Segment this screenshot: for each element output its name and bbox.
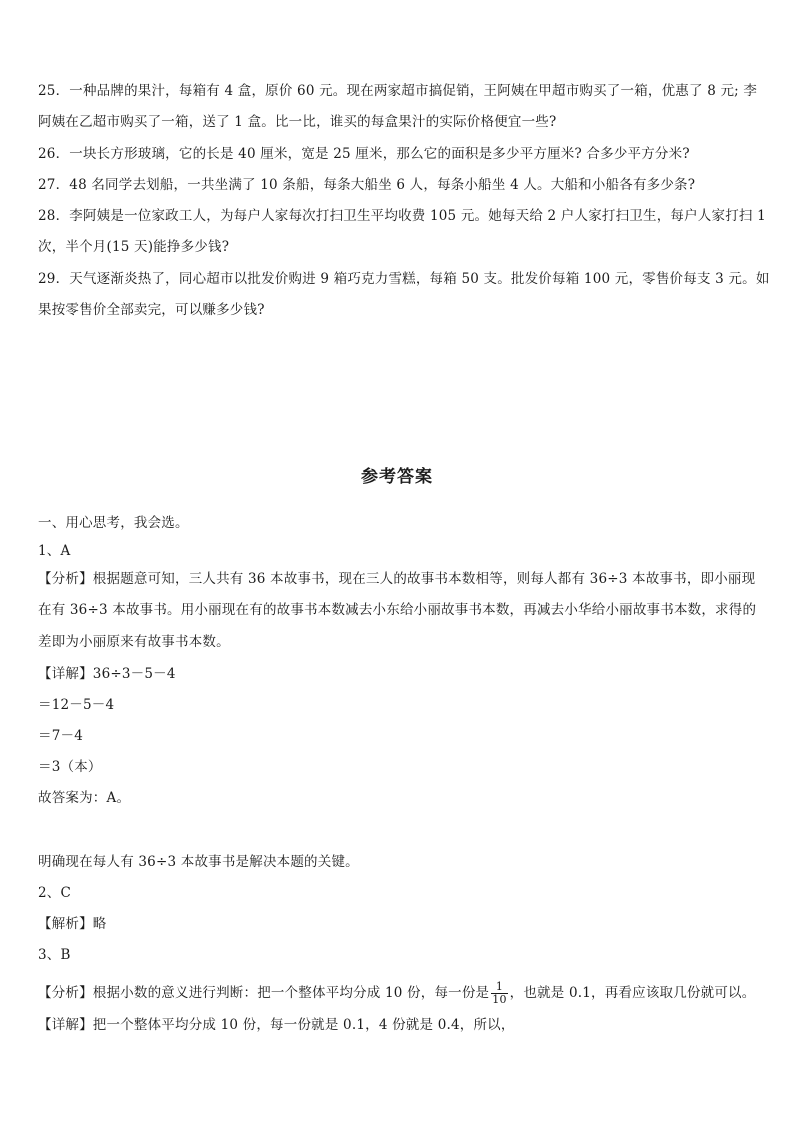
question-25-line-2: 阿姨在乙超市购买了一箱，送了 1 盒。比一比，谁买的每盒果汁的实际价格便宜一些? xyxy=(38,114,557,130)
answer-2-analysis: 【解析】略 xyxy=(38,916,107,932)
fraction-one-tenth xyxy=(491,981,507,1006)
question-26: 26．一块长方形玻璃，它的长是 40 厘米，宽是 25 厘米，那么它的面积是多少平方厘米? 合多少平方分米? xyxy=(38,146,690,162)
answer-3-analysis xyxy=(38,981,758,1006)
answer-1-detail-step-3: ＝7－4 xyxy=(38,728,83,744)
answer-3-label: 3、B xyxy=(38,947,71,963)
section-heading: 一、用心思考，我会选。 xyxy=(38,515,189,531)
answer-3-detail: 【详解】把一个整体平均分成 10 份，每一份就是 0.1，4 份就是 0.4，所以， xyxy=(38,1017,515,1033)
question-28-line-1: 28．李阿姨是一位家政工人，为每户人家每次打扫卫生平均收费 105 元。她每天给 2 户人家打扫卫生，每户人家打扫 1 xyxy=(38,208,766,224)
answer-1-label: 1、A xyxy=(38,543,71,559)
answer-1-analysis-line-2: 在有 36÷3 本故事书。用小丽现在有的故事书本数减去小东给小丽故事书本数，再减去小华给小丽故事书本数，求得的 xyxy=(38,602,757,618)
fraction-denominator: 10 xyxy=(492,993,507,1006)
question-29-line-1: 29．天气逐渐炎热了，同心超市以批发价购进 9 箱巧克力雪糕，每箱 50 支。批发价每箱 100 元，零售价每支 3 元。如 xyxy=(38,271,770,287)
answer-1-conclusion: 故答案为：A。 xyxy=(38,790,131,806)
question-25-line-1: 25．一种品牌的果汁，每箱有 4 盒，原价 60 元。现在两家超市搞促销，王阿姨在甲超市购买了一箱，优惠了 8 元; 李 xyxy=(38,83,758,99)
answer-1-detail-step-1: 【详解】36÷3－5－4 xyxy=(38,666,176,682)
answer-1-key-point: 明确现在每人有 36÷3 本故事书是解决本题的关键。 xyxy=(38,854,359,870)
answer-1-analysis-line-1: 【分析】根据题意可知，三人共有 36 本故事书，现在三人的故事书本数相等，则每人都有 36÷3 本故事书，即小丽现 xyxy=(38,571,756,587)
answer-3-analysis-before: 【分析】根据小数的意义进行判断：把一个整体平均分成 10 份，每一份是 xyxy=(38,985,490,1001)
answer-1-analysis-line-3: 差即为小丽原来有故事书本数。 xyxy=(38,634,230,650)
question-29-line-2: 果按零售价全部卖完，可以赚多少钱? xyxy=(38,302,265,318)
answer-2-label: 2、C xyxy=(38,885,72,901)
answers-title: 参考答案 xyxy=(361,467,433,487)
answer-3-analysis-after: ，也就是 0.1，再看应该取几份就可以。 xyxy=(509,985,756,1001)
fraction-numerator: 1 xyxy=(491,981,507,994)
question-28-line-2: 次，半个月(15 天)能挣多少钱? xyxy=(38,239,230,255)
answer-1-detail-step-4: ＝3（本） xyxy=(38,759,102,775)
answer-1-detail-step-2: ＝12－5－4 xyxy=(38,697,115,713)
question-27: 27．48 名同学去划船，一共坐满了 10 条船，每条大船坐 6 人，每条小船坐 4 人。大船和小船各有多少条? xyxy=(38,177,696,193)
